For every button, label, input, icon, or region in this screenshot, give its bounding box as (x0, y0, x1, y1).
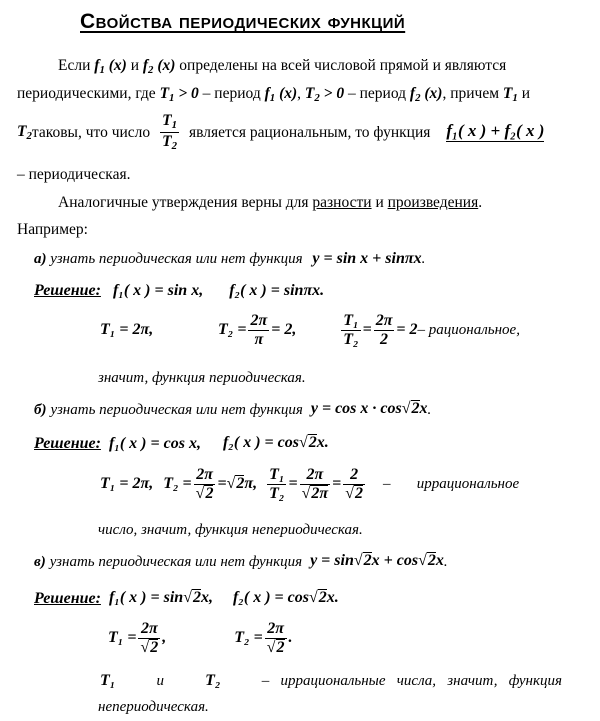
text-segment: , (162, 629, 167, 647)
text-segment: и (126, 57, 143, 74)
example-a-solution (34, 283, 324, 299)
T2-fraction (194, 466, 216, 502)
f2-label: $f_2$ (x) (142, 57, 176, 76)
T1-label: $T_1$ (502, 85, 518, 104)
text-segment: . (443, 553, 448, 570)
fraction-numerator: T₁ (269, 466, 285, 484)
example-c-conclusion-1 (100, 673, 562, 689)
T1-label: T₁ (100, 672, 116, 689)
text-segment: – период (198, 85, 265, 102)
example-c-periods (108, 620, 293, 656)
example-b-periods (100, 466, 519, 502)
T2-label: $T_2$ (17, 122, 32, 142)
fraction-denominator: T₂ (343, 330, 359, 348)
f1-definition: f₁( x ) = sin√2x, (108, 589, 213, 606)
ratio-fraction-3 (343, 466, 365, 502)
ratio-result: = 2 (396, 321, 418, 339)
fraction-numerator: $T_1$ (162, 112, 178, 131)
ratio-fraction-2 (374, 312, 395, 348)
T1-lhs: T₁ = (108, 629, 137, 647)
intro-line-4: – периодическая. (17, 166, 131, 183)
fraction-denominator: T₂ (269, 484, 285, 502)
example-letter: б) (34, 401, 47, 418)
difference-link: разности (312, 194, 372, 211)
solution-label: Решение: (34, 282, 101, 299)
f1-definition: f₁( x ) = cos x, (108, 434, 201, 452)
text-segment: Аналогичные утверждения верны для (58, 194, 313, 211)
T2-lhs: T₂ = (163, 475, 192, 493)
fraction-denominator: 2 (380, 330, 389, 348)
T1-equation: T₁ = 2π, (100, 321, 154, 339)
solution-label: Решение: (34, 589, 101, 607)
example-a-periods (100, 312, 520, 348)
task-function: y = cos x · cos√2x (310, 400, 428, 417)
T2-lhs: T₂ = (234, 629, 263, 647)
ratio-fraction (267, 466, 286, 502)
f1-definition: f₁( x ) = sin x, (112, 282, 204, 299)
analog-statement (58, 195, 482, 211)
intro-line-2 (17, 86, 530, 104)
text-segment: таковы, что число (31, 123, 151, 141)
example-label: Например: (17, 221, 88, 238)
text-segment: – период (344, 85, 410, 102)
ratio-fraction (160, 112, 179, 153)
fraction-numerator: 2π (375, 312, 393, 329)
fraction-denominator: √2 (345, 484, 363, 502)
example-a-task (34, 251, 425, 267)
text-segment: Если (58, 57, 91, 74)
fraction-numerator: 2π (194, 466, 216, 485)
text-segment: и (371, 194, 388, 211)
equals-sign: = (288, 475, 298, 493)
page-title: Свойства периодических функций (80, 10, 406, 33)
text-segment: – иррациональные числа, значит, функция (261, 673, 562, 689)
example-letter: в) (34, 553, 46, 570)
task-function: y = sin√2x + cos√2x (310, 552, 444, 569)
text-segment: и (156, 673, 165, 689)
text-segment: периодическими, где (17, 85, 160, 102)
T1-fraction (138, 620, 160, 656)
f1-label: $f_1$ (x) (264, 85, 298, 104)
T2-label: $T_2 > 0$ (304, 85, 345, 104)
task-text: узнать периодическая или нет функция (50, 251, 303, 267)
T2-rhs: = 2, (271, 321, 297, 339)
example-b-task (34, 400, 431, 418)
fraction-numerator: 2π (265, 620, 287, 639)
text-segment: . (478, 194, 483, 211)
f2-label: $f_2$ (x) (409, 85, 443, 104)
fraction-denominator: √2 (140, 638, 159, 656)
text-segment: . (288, 629, 293, 647)
task-function: y = sin x + sinπx (312, 250, 422, 267)
task-text: узнать периодическая или нет функция (50, 401, 303, 418)
fraction-denominator: $T_2$ (162, 132, 178, 152)
example-letter: а) (34, 251, 47, 267)
T1-label: $T_1 > 0$ (159, 85, 199, 104)
text-segment: , (297, 85, 305, 102)
fraction-numerator: T₁ (343, 312, 359, 329)
f1-label: $f_1$ (x) (94, 57, 127, 76)
task-text: узнать периодическая или нет функция (49, 553, 303, 570)
T1-equation: T₁ = 2π, (100, 475, 154, 493)
example-c-conclusion-2: непериодическая. (98, 699, 209, 715)
fraction-denominator: √2π (301, 484, 329, 502)
product-link: произведения (387, 194, 479, 211)
fraction-denominator: √2 (195, 484, 214, 502)
f2-definition: f₂( x ) = cos√2x. (232, 589, 339, 606)
T2-fraction (248, 312, 269, 348)
equals-sign: = (362, 321, 372, 339)
irrational-note: – иррациональное (383, 475, 520, 492)
text-segment: и (517, 85, 530, 102)
example-c-solution (34, 589, 339, 607)
T2-rhs: =√2π, (217, 475, 258, 493)
example-b-solution (34, 434, 329, 452)
T2-label: T₂ (205, 672, 221, 689)
T2-lhs: T₂ = (218, 321, 247, 339)
f2-definition: f₂( x ) = sinπx. (229, 282, 325, 299)
example-b-conclusion: число, значит, функция непериодическая. (98, 522, 363, 538)
text-segment: . (421, 251, 426, 267)
fraction-numerator: 2π (138, 620, 160, 639)
equals-sign: = (332, 475, 342, 493)
fraction-numerator: 2π (300, 466, 331, 485)
solution-label: Решение: (34, 434, 101, 452)
text-segment: определены на всей числовой прямой и являются (175, 57, 507, 74)
ratio-fraction (341, 312, 360, 348)
sum-function: f₁( x ) + f₂( x ) (446, 121, 545, 141)
T2-fraction (265, 620, 287, 656)
example-a-conclusion: значит, функция периодическая. (98, 370, 306, 386)
intro-line-1 (58, 58, 506, 76)
text-segment: является рациональным, то функция (189, 123, 431, 141)
fraction-denominator: √2 (266, 638, 285, 656)
f2-definition: f₂( x ) = cos√2x. (222, 434, 329, 451)
fraction-numerator: 2 (343, 466, 365, 485)
rational-note: – рациональное, (417, 321, 520, 338)
text-segment: . (427, 401, 432, 418)
fraction-denominator: π (254, 330, 264, 348)
example-c-task (34, 552, 448, 570)
text-segment: , причем (442, 85, 503, 102)
intro-line-3 (17, 112, 544, 153)
fraction-numerator: 2π (250, 312, 268, 329)
ratio-fraction-2 (300, 466, 331, 502)
